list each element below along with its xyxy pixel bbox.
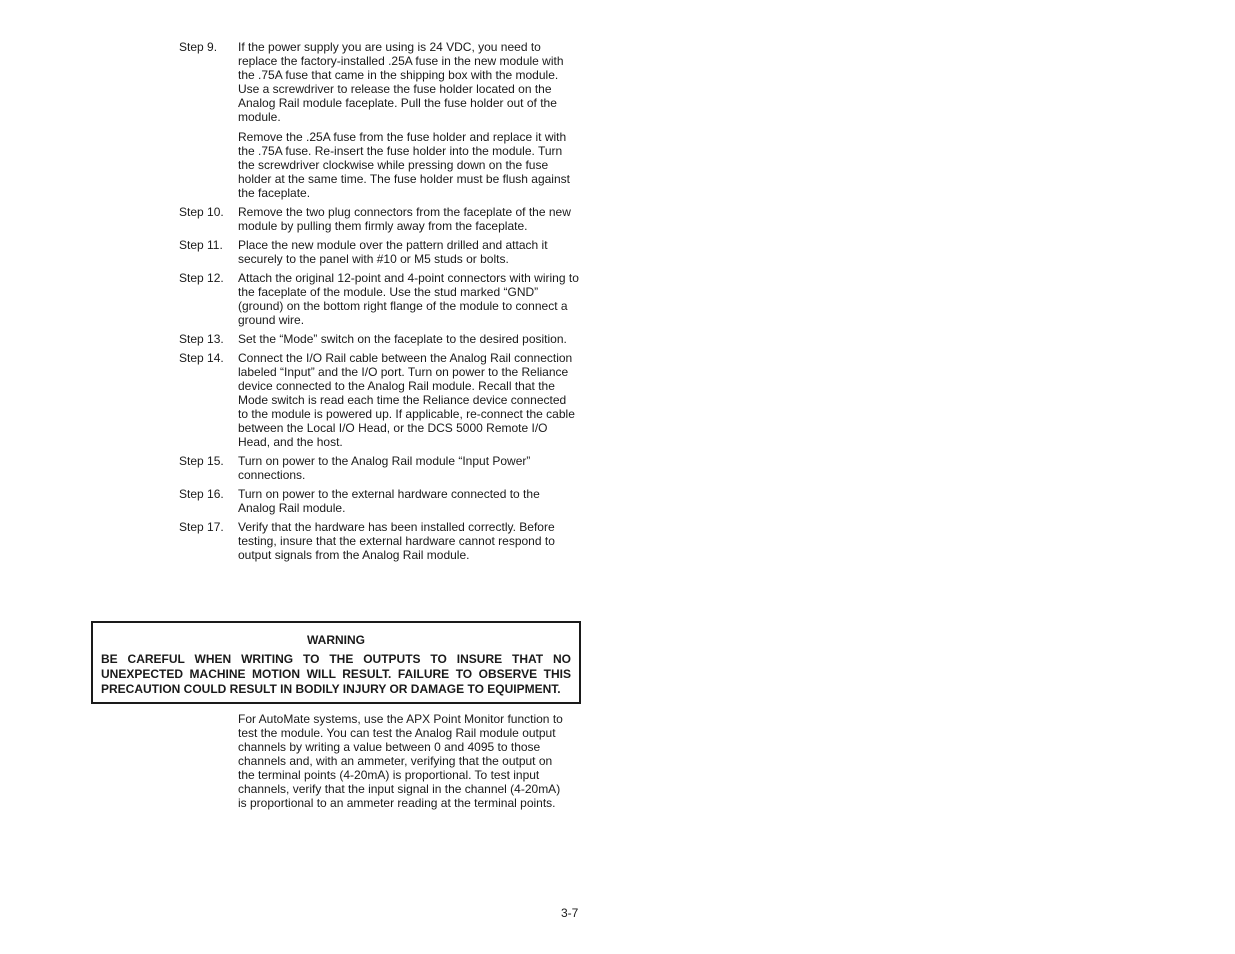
step-list xyxy=(179,40,579,567)
step-body xyxy=(238,40,579,200)
step-paragraph: Connect the I/O Rail cable between the Analog Rail connection labeled “Input” and the I/O port. Turn on power to the Reliance device connected to the Analog Rail module. Recall that the Mode switch is read each time the Reliance device connected to the module is powered up. If applicable, re-connect the cable between the Local I/O Head, or the DCS 5000 Remote I/O Head, and the host. xyxy=(238,351,575,449)
test-instructions xyxy=(238,712,568,816)
warning-title: WARNING xyxy=(307,633,365,647)
step-paragraph: Place the new module over the pattern drilled and attach it securely to the panel with #10 or M5 studs or bolts. xyxy=(238,238,548,266)
step-10 xyxy=(179,205,579,233)
step-body xyxy=(238,271,579,327)
step-label: Step 13. xyxy=(179,332,224,346)
step-12 xyxy=(179,271,579,327)
step-label: Step 15. xyxy=(179,454,224,468)
step-paragraph: Set the “Mode” switch on the faceplate to the desired position. xyxy=(238,332,567,346)
step-15 xyxy=(179,454,579,482)
page-number: 3-7 xyxy=(561,906,579,920)
step-body xyxy=(238,332,579,346)
step-paragraph: Turn on power to the external hardware connected to the Analog Rail module. xyxy=(238,487,540,515)
step-label: Step 17. xyxy=(179,520,224,534)
test-paragraph: For AutoMate systems, use the APX Point Monitor function to test the module. You can test the Analog Rail module output channels by writing a value between 0 and 4095 to those channels and, with an ammeter, verifying that the output on the terminal points (4-20mA) is proportional. To test input channels, verify that the input signal in the channel (4-20mA) is proportional to an ammeter reading at the terminal points. xyxy=(238,712,563,810)
step-paragraph: Remove the .25A fuse from the fuse holder and replace it with the .75A fuse. Re-insert the fuse holder into the module. Turn the screwdriver clockwise while pressing down on the fuse holder at the same time. The fuse holder must be flush against the faceplate. xyxy=(238,130,570,200)
warning-text: BE CAREFUL WHEN WRITING TO THE OUTPUTS TO INSURE THAT NO UNEXPECTED MACHINE MOTION WILL RESULT. FAILURE TO OBSERVE THIS PRECAUTION COULD RESULT IN BODILY INJURY OR DAMAGE TO EQUIPMENT. xyxy=(101,652,571,696)
step-label: Step 14. xyxy=(179,351,224,365)
step-paragraph: If the power supply you are using is 24 VDC, you need to replace the factory-installed .25A fuse in the new module with the .75A fuse that came in the shipping box with the module. Use a screwdriver to release the fuse holder located on the Analog Rail module faceplate. Pull the fuse holder out of the module. xyxy=(238,40,564,124)
step-13 xyxy=(179,332,579,346)
step-paragraph: Remove the two plug connectors from the faceplate of the new module by pulling them firmly away from the faceplate. xyxy=(238,205,571,233)
step-body xyxy=(238,205,579,233)
step-paragraph: Verify that the hardware has been installed correctly. Before testing, insure that the external hardware cannot respond to output signals from the Analog Rail module. xyxy=(238,520,555,562)
step-9 xyxy=(179,40,579,200)
step-body xyxy=(238,520,579,562)
step-paragraph: Attach the original 12-point and 4-point connectors with wiring to the faceplate of the module. Use the stud marked “GND” (ground) on the bottom right flange of the module to connect a ground wire. xyxy=(238,271,579,327)
step-body xyxy=(238,487,579,515)
warning-box xyxy=(91,621,581,704)
step-label: Step 11. xyxy=(179,238,223,252)
step-body xyxy=(238,454,579,482)
step-17 xyxy=(179,520,579,562)
step-14 xyxy=(179,351,579,449)
step-body xyxy=(238,238,579,266)
step-16 xyxy=(179,487,579,515)
step-11 xyxy=(179,238,579,266)
step-paragraph: Turn on power to the Analog Rail module “Input Power” connections. xyxy=(238,454,531,482)
step-label: Step 12. xyxy=(179,271,224,285)
step-label: Step 9. xyxy=(179,40,218,54)
step-body xyxy=(238,351,579,449)
step-label: Step 10. xyxy=(179,205,224,219)
step-label: Step 16. xyxy=(179,487,224,501)
